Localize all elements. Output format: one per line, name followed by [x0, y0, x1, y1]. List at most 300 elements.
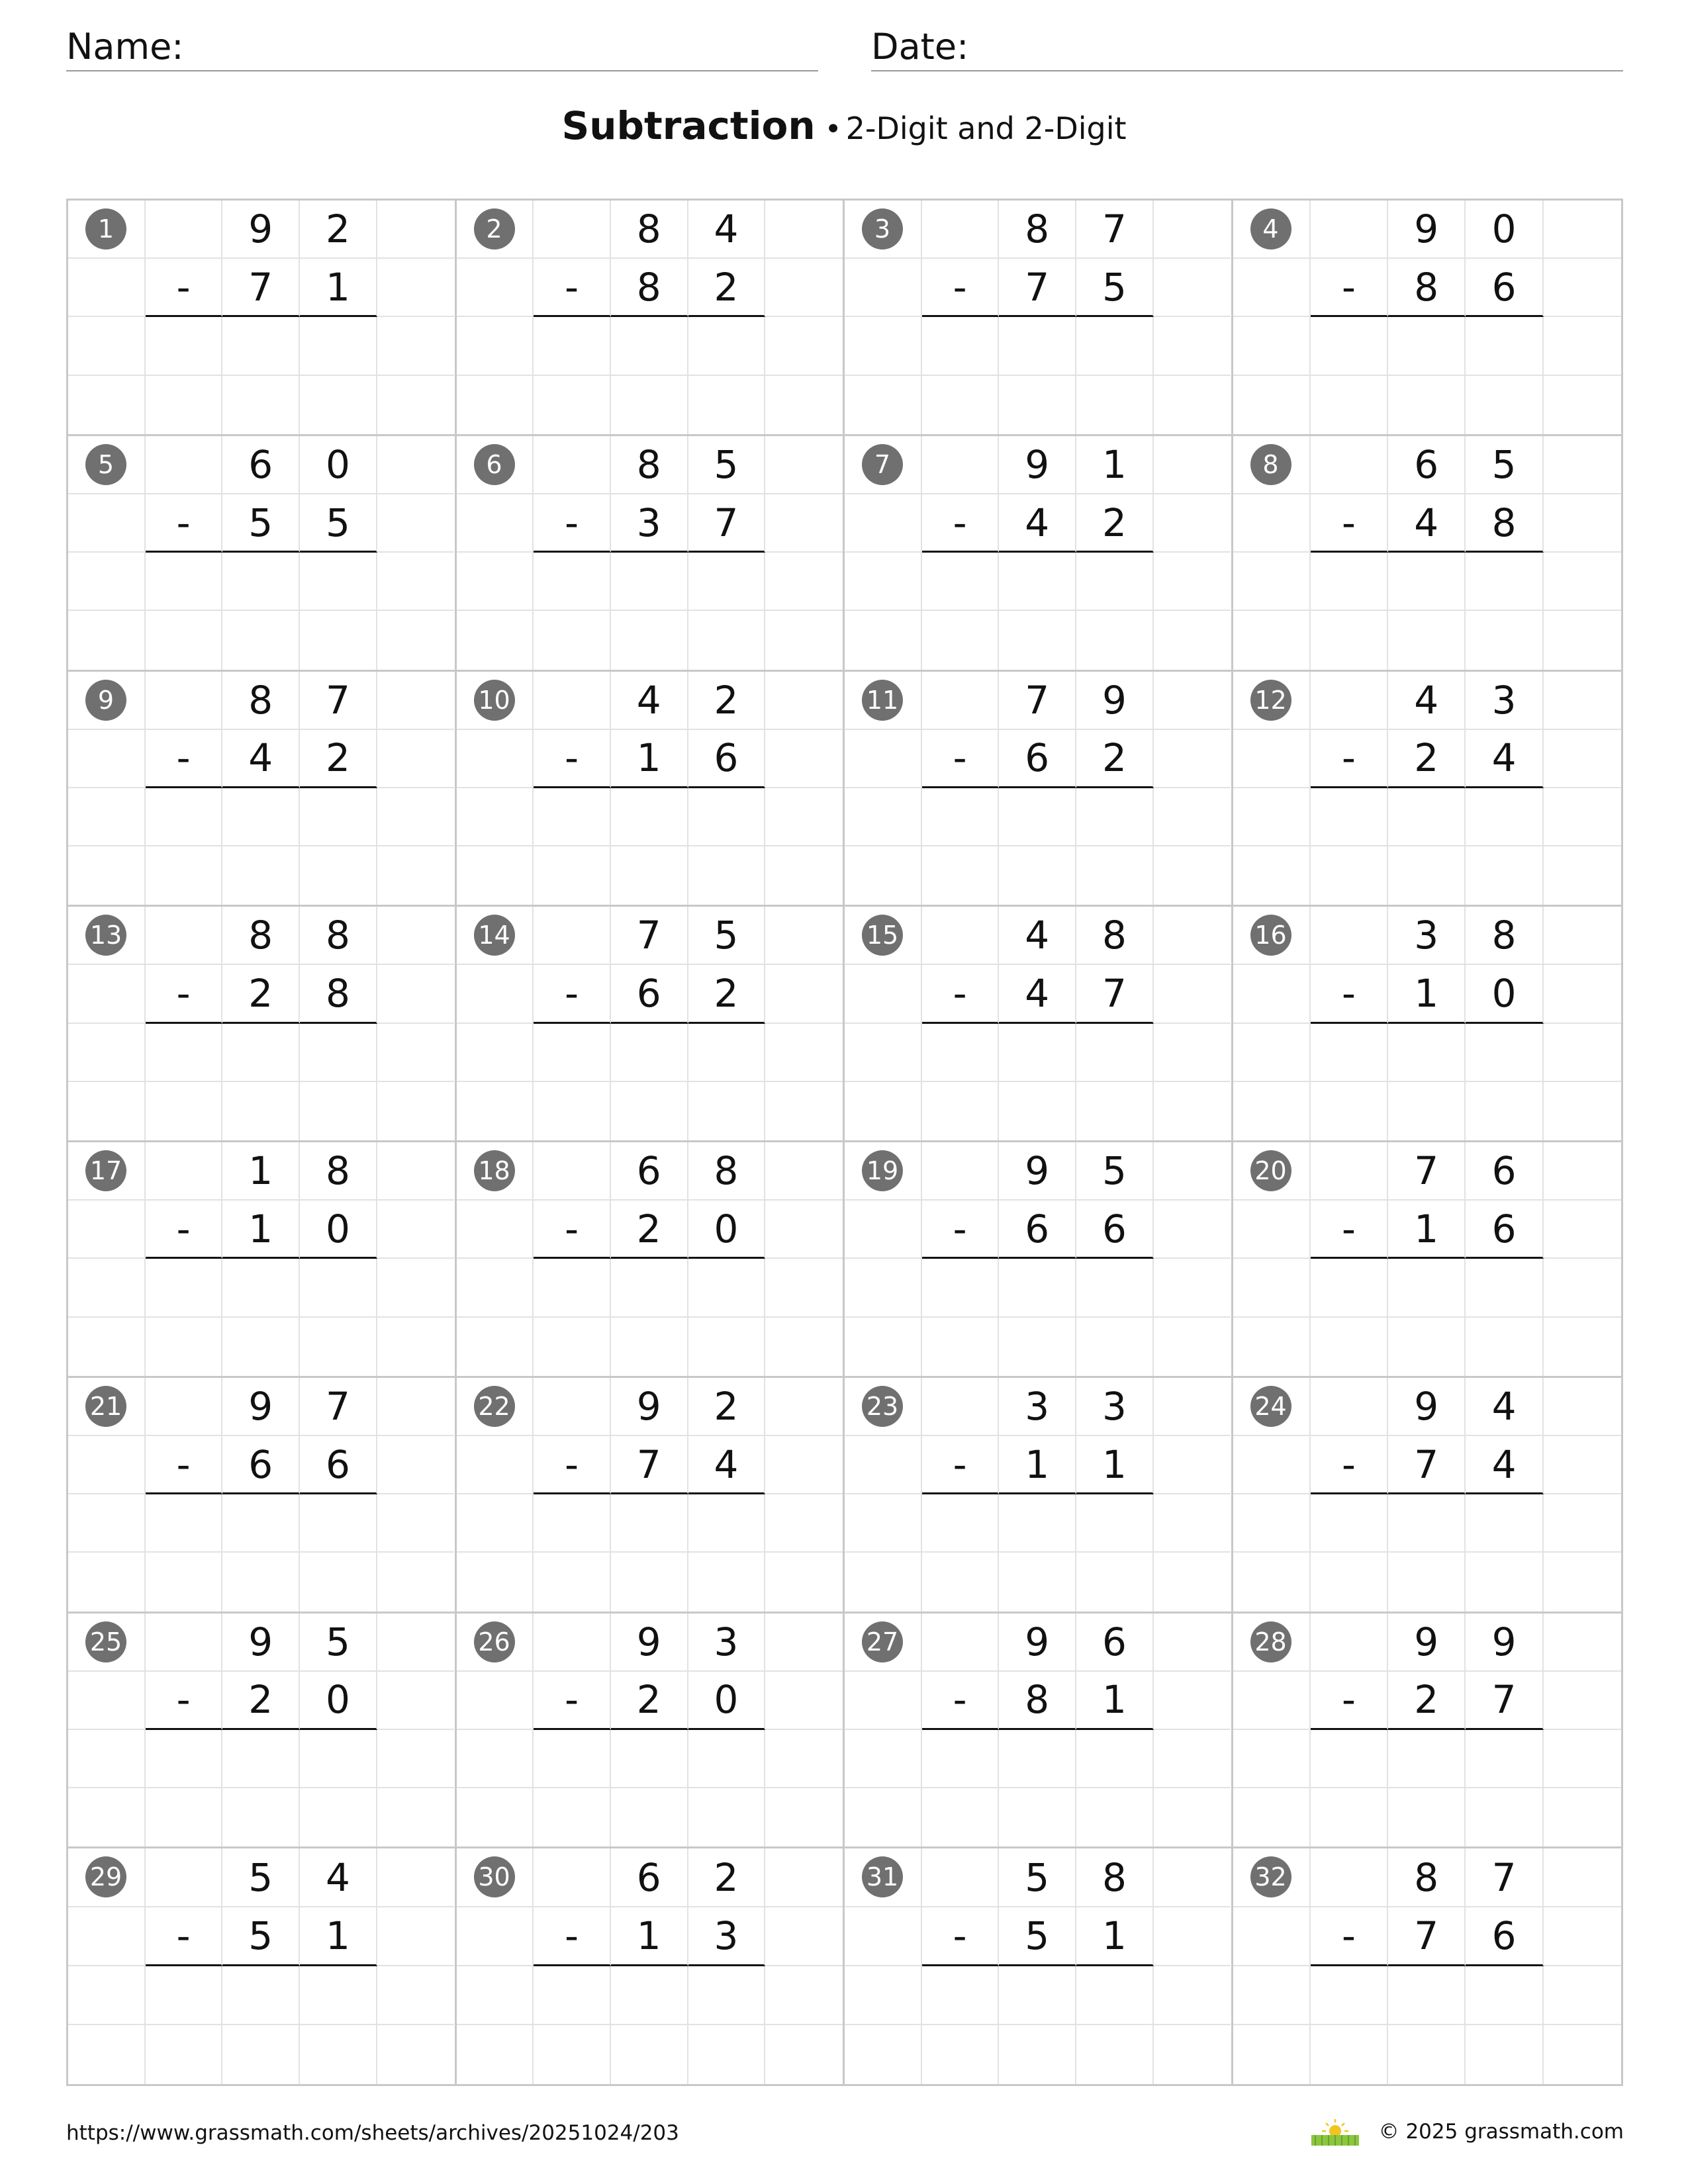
subtrahend-digit: 2	[1076, 494, 1154, 553]
date-field[interactable]	[871, 24, 1623, 71]
grid-cell	[1076, 846, 1154, 905]
grid-cell	[845, 1436, 922, 1494]
answer-cell[interactable]	[300, 1966, 377, 2025]
grid-cell	[146, 907, 223, 965]
answer-cell[interactable]	[534, 1966, 611, 2025]
answer-cell[interactable]	[1311, 1494, 1388, 1553]
grid-cell	[765, 965, 843, 1023]
answer-cell[interactable]	[922, 553, 1000, 611]
answer-cell[interactable]	[1388, 788, 1466, 846]
minuend-digit: 6	[1076, 1614, 1154, 1672]
minus-sign: -	[922, 1672, 1000, 1730]
problem-7	[845, 436, 1233, 672]
problem-number-badge: 19	[862, 1150, 903, 1191]
minuend-digit: 9	[1388, 201, 1466, 259]
grid-cell	[845, 1024, 922, 1082]
answer-cell[interactable]	[1311, 317, 1388, 375]
grid-cell	[1544, 201, 1621, 259]
grid-cell	[611, 1788, 688, 1846]
answer-cell[interactable]	[611, 553, 688, 611]
answer-cell[interactable]	[999, 1494, 1076, 1553]
answer-cell[interactable]	[1466, 553, 1543, 611]
answer-cell[interactable]	[300, 788, 377, 846]
answer-cell[interactable]	[999, 317, 1076, 375]
answer-cell[interactable]	[1311, 553, 1388, 611]
minuend-digit: 4	[999, 907, 1076, 965]
answer-cell[interactable]	[1466, 1730, 1543, 1788]
grid-cell	[68, 1907, 146, 1966]
answer-cell[interactable]	[1388, 1966, 1466, 2025]
grid-cell	[534, 2025, 611, 2084]
minuend-digit: 2	[688, 1848, 766, 1907]
problem-number-badge: 18	[474, 1150, 515, 1191]
minuend-digit: 0	[1466, 201, 1543, 259]
answer-cell[interactable]	[300, 1024, 377, 1082]
grid-cell	[845, 1259, 922, 1317]
answer-cell[interactable]	[1311, 788, 1388, 846]
grid-cell	[1311, 1142, 1388, 1201]
answer-cell[interactable]	[1466, 317, 1543, 375]
answer-cell[interactable]	[922, 1730, 1000, 1788]
answer-cell[interactable]	[611, 1024, 688, 1082]
grid-cell	[1544, 965, 1621, 1023]
answer-cell[interactable]	[999, 1730, 1076, 1788]
grid-cell	[1076, 376, 1154, 434]
subtrahend-digit: 7	[1466, 1672, 1543, 1730]
subtrahend-digit: 3	[611, 494, 688, 553]
answer-cell[interactable]	[222, 553, 300, 611]
grid-cell	[765, 907, 843, 965]
grid-cell	[1466, 1318, 1543, 1376]
grid-cell	[1076, 611, 1154, 669]
answer-cell[interactable]	[999, 1966, 1076, 2025]
answer-cell[interactable]	[1388, 317, 1466, 375]
subtrahend-digit: 8	[999, 1672, 1076, 1730]
answer-cell[interactable]	[1311, 1259, 1388, 1317]
grid-cell	[1466, 1082, 1543, 1140]
grid-cell	[845, 259, 922, 317]
problem-21	[68, 1378, 457, 1614]
answer-cell[interactable]	[611, 788, 688, 846]
problem-4	[1233, 201, 1622, 436]
grid-cell	[1544, 1318, 1621, 1376]
grid-cell	[765, 1082, 843, 1140]
minuend-digit: 8	[1388, 1848, 1466, 1907]
subtrahend-digit: 5	[999, 1907, 1076, 1966]
answer-cell[interactable]	[534, 1730, 611, 1788]
subtrahend-digit: 1	[300, 1907, 377, 1966]
grid-cell	[1311, 1788, 1388, 1846]
grid-cell	[1233, 376, 1311, 434]
answer-cell[interactable]	[1388, 1259, 1466, 1317]
grid-cell	[68, 553, 146, 611]
problem-number-badge: 31	[862, 1856, 903, 1897]
grid-cell	[1076, 2025, 1154, 2084]
answer-cell[interactable]	[222, 788, 300, 846]
answer-cell[interactable]	[1076, 1494, 1154, 1553]
grid-cell	[457, 1082, 534, 1140]
minuend-digit: 7	[300, 1378, 377, 1436]
subtrahend-digit: 5	[222, 1907, 300, 1966]
minuend-digit: 9	[999, 436, 1076, 494]
grid-cell	[1233, 788, 1311, 846]
answer-cell[interactable]	[999, 1259, 1076, 1317]
grid-cell	[1233, 730, 1311, 788]
answer-cell[interactable]	[1466, 1259, 1543, 1317]
minus-sign: -	[146, 494, 223, 553]
answer-cell[interactable]	[611, 1730, 688, 1788]
grid-cell	[922, 846, 1000, 905]
grid-cell	[222, 1082, 300, 1140]
minuend-digit: 5	[1466, 436, 1543, 494]
grid-cell	[1154, 1614, 1231, 1672]
answer-cell[interactable]	[999, 1024, 1076, 1082]
problem-number-badge: 23	[862, 1386, 903, 1427]
grid-cell	[68, 1259, 146, 1317]
grid-cell	[1233, 317, 1311, 375]
grid-cell	[765, 730, 843, 788]
answer-cell[interactable]	[534, 553, 611, 611]
answer-cell[interactable]	[1311, 1024, 1388, 1082]
problem-number-badge: 24	[1250, 1386, 1291, 1427]
subtrahend-digit: 5	[1076, 259, 1154, 317]
minuend-digit: 2	[688, 672, 766, 730]
answer-cell[interactable]	[534, 317, 611, 375]
grid-cell	[146, 1553, 223, 1611]
grid-cell	[1154, 436, 1231, 494]
minuend-digit: 4	[611, 672, 688, 730]
answer-cell[interactable]	[222, 1259, 300, 1317]
minuend-digit: 8	[300, 1142, 377, 1201]
grid-cell	[146, 672, 223, 730]
grid-cell	[765, 846, 843, 905]
answer-cell[interactable]	[146, 1024, 223, 1082]
minuend-digit: 8	[999, 201, 1076, 259]
minus-sign: -	[146, 730, 223, 788]
grid-cell	[1466, 2025, 1543, 2084]
subtrahend-digit: 6	[1466, 1907, 1543, 1966]
answer-cell[interactable]	[688, 1024, 766, 1082]
answer-cell[interactable]	[300, 1730, 377, 1788]
answer-cell[interactable]	[300, 317, 377, 375]
answer-cell[interactable]	[1076, 553, 1154, 611]
title-bullet: •	[824, 113, 842, 146]
grid-cell	[300, 1788, 377, 1846]
minuend-digit: 3	[1388, 907, 1466, 965]
subtrahend-digit: 4	[1466, 1436, 1543, 1494]
grid-cell	[1544, 1082, 1621, 1140]
problem-16	[1233, 907, 1622, 1142]
grid-cell	[922, 672, 1000, 730]
answer-cell[interactable]	[611, 1966, 688, 2025]
answer-cell[interactable]	[534, 1259, 611, 1317]
problem-17	[68, 1142, 457, 1378]
grid-cell	[765, 788, 843, 846]
grid-cell	[457, 1494, 534, 1553]
problem-number-badge: 22	[474, 1386, 515, 1427]
answer-cell[interactable]	[1311, 1730, 1388, 1788]
grid-cell	[1154, 1966, 1231, 2025]
grid-cell	[688, 1082, 766, 1140]
answer-cell[interactable]	[1076, 317, 1154, 375]
problem-13	[68, 907, 457, 1142]
answer-cell[interactable]	[922, 1966, 1000, 2025]
grid-cell	[1233, 1553, 1311, 1611]
problem-number-badge: 14	[474, 915, 515, 956]
answer-cell[interactable]	[688, 1966, 766, 2025]
grid-cell	[1388, 376, 1466, 434]
minus-sign: -	[146, 1201, 223, 1259]
answer-cell[interactable]	[146, 1730, 223, 1788]
grid-cell	[765, 1730, 843, 1788]
answer-cell[interactable]	[1076, 1259, 1154, 1317]
answer-cell[interactable]	[688, 788, 766, 846]
grid-cell	[922, 376, 1000, 434]
grid-cell	[68, 788, 146, 846]
grid-cell	[1544, 1907, 1621, 1966]
grid-cell	[68, 1788, 146, 1846]
grid-cell	[922, 201, 1000, 259]
grid-cell	[68, 1436, 146, 1494]
problem-number-badge: 20	[1250, 1150, 1291, 1191]
answer-cell[interactable]	[1388, 1730, 1466, 1788]
grid-cell	[377, 672, 455, 730]
answer-cell[interactable]	[1076, 788, 1154, 846]
grid-cell	[688, 846, 766, 905]
answer-cell[interactable]	[222, 1494, 300, 1553]
answer-cell[interactable]	[146, 788, 223, 846]
subtrahend-digit: 4	[1466, 730, 1543, 788]
answer-cell[interactable]	[1311, 1966, 1388, 2025]
answer-cell[interactable]	[534, 1494, 611, 1553]
grid-cell	[1544, 672, 1621, 730]
answer-cell[interactable]	[534, 788, 611, 846]
grid-cell	[377, 376, 455, 434]
answer-cell[interactable]	[611, 1494, 688, 1553]
answer-cell[interactable]	[999, 553, 1076, 611]
grid-cell	[1154, 1024, 1231, 1082]
answer-cell[interactable]	[688, 317, 766, 375]
grid-cell	[1154, 672, 1231, 730]
grid-cell	[1233, 1259, 1311, 1317]
grid-cell	[845, 1318, 922, 1376]
grid-cell	[1544, 1966, 1621, 2025]
grid-cell	[922, 1318, 1000, 1376]
answer-cell[interactable]	[1076, 1966, 1154, 2025]
minuend-digit: 7	[1076, 201, 1154, 259]
problem-number-badge: 16	[1250, 915, 1291, 956]
grid-cell	[377, 730, 455, 788]
answer-cell[interactable]	[146, 317, 223, 375]
problem-number-badge: 1	[85, 208, 126, 250]
answer-cell[interactable]	[688, 553, 766, 611]
grid-cell	[68, 1201, 146, 1259]
grid-cell	[845, 1907, 922, 1966]
problem-3	[845, 201, 1233, 436]
grid-cell	[845, 965, 922, 1023]
answer-cell[interactable]	[534, 1024, 611, 1082]
subtrahend-digit: 1	[611, 1907, 688, 1966]
grid-cell	[222, 1788, 300, 1846]
grid-cell	[222, 1318, 300, 1376]
grid-cell	[1544, 376, 1621, 434]
minuend-digit: 8	[688, 1142, 766, 1201]
answer-cell[interactable]	[300, 553, 377, 611]
grid-cell	[765, 201, 843, 259]
grid-cell	[1544, 1553, 1621, 1611]
minus-sign: -	[922, 965, 1000, 1023]
minuend-digit: 8	[1076, 907, 1154, 965]
grid-cell	[1154, 1436, 1231, 1494]
subtrahend-digit: 6	[1076, 1201, 1154, 1259]
grid-cell	[1233, 965, 1311, 1023]
grid-cell	[534, 1378, 611, 1436]
answer-cell[interactable]	[922, 1494, 1000, 1553]
grid-cell	[1233, 1494, 1311, 1553]
grid-cell	[68, 1672, 146, 1730]
answer-cell[interactable]	[922, 317, 1000, 375]
grid-cell	[765, 1142, 843, 1201]
answer-cell[interactable]	[1076, 1024, 1154, 1082]
answer-cell[interactable]	[1466, 1024, 1543, 1082]
subtrahend-digit: 7	[1076, 965, 1154, 1023]
answer-cell[interactable]	[222, 1024, 300, 1082]
grid-cell	[457, 1024, 534, 1082]
answer-cell[interactable]	[1466, 788, 1543, 846]
grid-cell	[222, 1553, 300, 1611]
answer-cell[interactable]	[146, 553, 223, 611]
grid-cell	[1076, 1788, 1154, 1846]
grid-cell	[845, 1788, 922, 1846]
answer-cell[interactable]	[146, 1966, 223, 2025]
name-field[interactable]	[66, 24, 818, 71]
grid-cell	[1154, 2025, 1231, 2084]
answer-cell[interactable]	[1466, 1494, 1543, 1553]
grid-cell	[765, 1907, 843, 1966]
grid-cell	[845, 730, 922, 788]
grid-cell	[68, 494, 146, 553]
answer-cell[interactable]	[922, 788, 1000, 846]
problem-number-badge: 10	[474, 680, 515, 721]
grid-cell	[534, 611, 611, 669]
answer-cell[interactable]	[1076, 1730, 1154, 1788]
answer-cell[interactable]	[1388, 1494, 1466, 1553]
minuend-digit: 3	[999, 1378, 1076, 1436]
grid-cell	[1544, 1024, 1621, 1082]
grid-cell	[457, 1788, 534, 1846]
minus-sign: -	[534, 259, 611, 317]
grid-cell	[68, 259, 146, 317]
answer-cell[interactable]	[688, 1259, 766, 1317]
minuend-digit: 3	[1076, 1378, 1154, 1436]
answer-cell[interactable]	[688, 1730, 766, 1788]
problem-9	[68, 672, 457, 907]
grid-cell	[1388, 1553, 1466, 1611]
grid-cell	[611, 846, 688, 905]
problem-11	[845, 672, 1233, 907]
minuend-digit: 9	[611, 1378, 688, 1436]
answer-cell[interactable]	[688, 1494, 766, 1553]
subtrahend-digit: 2	[1388, 1672, 1466, 1730]
answer-cell[interactable]	[222, 1730, 300, 1788]
grid-cell	[1154, 376, 1231, 434]
grid-cell	[765, 2025, 843, 2084]
grid-cell	[611, 1553, 688, 1611]
grid-cell	[1154, 1848, 1231, 1907]
subtrahend-digit: 5	[222, 494, 300, 553]
grid-cell	[534, 436, 611, 494]
minuend-digit: 6	[222, 436, 300, 494]
answer-cell[interactable]	[146, 1259, 223, 1317]
problem-number-badge: 30	[474, 1856, 515, 1897]
minuend-digit: 0	[300, 436, 377, 494]
worksheet-title	[0, 103, 1688, 148]
answer-cell[interactable]	[300, 1259, 377, 1317]
grid-cell	[68, 846, 146, 905]
grid-cell	[611, 2025, 688, 2084]
problem-number-badge: 3	[862, 208, 903, 250]
grid-cell	[377, 611, 455, 669]
answer-cell[interactable]	[300, 1494, 377, 1553]
grid-cell	[457, 611, 534, 669]
grid-cell	[611, 376, 688, 434]
grid-cell	[765, 1436, 843, 1494]
grid-cell	[457, 1966, 534, 2025]
subtrahend-digit: 1	[222, 1201, 300, 1259]
grid-cell	[765, 436, 843, 494]
answer-cell[interactable]	[146, 1494, 223, 1553]
grid-cell	[222, 2025, 300, 2084]
grid-cell	[457, 965, 534, 1023]
answer-cell[interactable]	[222, 317, 300, 375]
grid-cell	[999, 846, 1076, 905]
answer-cell[interactable]	[999, 788, 1076, 846]
problem-number-badge: 12	[1250, 680, 1291, 721]
grid-cell	[1233, 1730, 1311, 1788]
answer-cell[interactable]	[1388, 1024, 1466, 1082]
grid-cell	[457, 1672, 534, 1730]
grid-cell	[68, 1553, 146, 1611]
grid-cell	[68, 1494, 146, 1553]
grid-cell	[377, 965, 455, 1023]
answer-cell[interactable]	[222, 1966, 300, 2025]
minuend-digit: 1	[1076, 436, 1154, 494]
minuend-digit: 6	[1388, 436, 1466, 494]
answer-cell[interactable]	[611, 1259, 688, 1317]
minuend-digit: 9	[222, 1378, 300, 1436]
answer-cell[interactable]	[1388, 553, 1466, 611]
problem-20	[1233, 1142, 1622, 1378]
grid-cell	[1233, 1672, 1311, 1730]
grid-cell	[1154, 1082, 1231, 1140]
grid-cell	[146, 1082, 223, 1140]
answer-cell[interactable]	[1466, 1966, 1543, 2025]
minus-sign: -	[922, 1907, 1000, 1966]
grid-cell	[845, 317, 922, 375]
subtrahend-digit: 2	[688, 965, 766, 1023]
problem-number-badge: 15	[862, 915, 903, 956]
footer-brand	[1309, 2116, 1624, 2147]
grid-cell	[845, 846, 922, 905]
grid-cell	[765, 1672, 843, 1730]
grid-cell	[1544, 1614, 1621, 1672]
subtrahend-digit: 1	[1388, 965, 1466, 1023]
subtrahend-digit: 4	[688, 1436, 766, 1494]
answer-cell[interactable]	[922, 1024, 1000, 1082]
answer-cell[interactable]	[922, 1259, 1000, 1317]
answer-cell[interactable]	[611, 317, 688, 375]
grid-cell	[377, 1024, 455, 1082]
